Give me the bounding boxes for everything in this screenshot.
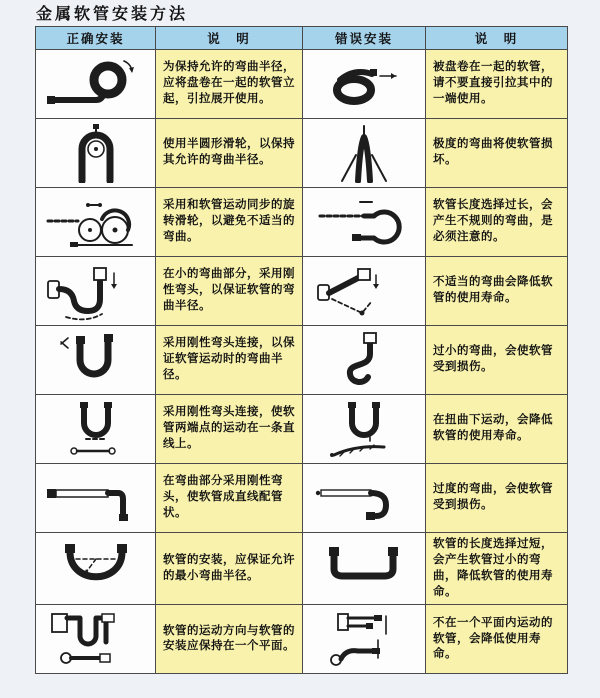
wrong-description-cell	[426, 326, 568, 395]
hose-too-short-flat-u-icon	[308, 539, 420, 599]
coiled-hose-pulled-flat-icon	[308, 54, 420, 114]
wrong-image-cell	[303, 605, 426, 674]
synchronized-rotating-pulleys-icon	[40, 192, 152, 252]
table-row	[36, 119, 568, 188]
wrong-image-cell	[303, 533, 426, 605]
table-row	[36, 464, 568, 533]
table-row	[36, 605, 568, 674]
wrong-image-cell	[303, 395, 426, 464]
wrong-image-cell	[303, 188, 426, 257]
table-row	[36, 50, 568, 119]
description-text: 采用刚性弯头连接，以保证软管运动时的弯曲半径。	[163, 337, 295, 381]
description-text: 极度的弯曲将使软管损坏。	[433, 138, 553, 166]
table-row	[36, 533, 568, 605]
wrong-description-cell	[426, 395, 568, 464]
wrong-description-cell	[426, 50, 568, 119]
header-wrong-install: 错误安装	[303, 27, 426, 50]
wrong-image-cell	[303, 50, 426, 119]
improper-sharp-angle-icon	[308, 261, 420, 321]
description-text: 软管的长度选择过短，会产生软管过小的弯曲，降低软管的使用寿命。	[433, 538, 553, 598]
description-text: 软管的运动方向与软管的安装应保持在一个平面。	[163, 624, 295, 653]
description-text: 为保持允许的弯曲半径，应将盘卷在一起的软管立起，引拉展开使用。	[163, 61, 295, 105]
table-header-row	[36, 27, 568, 50]
description-text: 不在一个平面内运动的软管，会降低使用寿命。	[433, 616, 553, 661]
header-description-2: 说 明	[426, 27, 568, 50]
wrong-description-cell	[426, 119, 568, 188]
description-text: 过度的弯曲，会使软管受到损伤。	[433, 483, 553, 511]
u-moving-twisted-icon	[308, 399, 420, 459]
movement-in-same-plane-trap-icon	[40, 608, 152, 670]
wrong-description-cell	[426, 533, 568, 605]
correct-image-cell	[36, 464, 156, 533]
wrong-image-cell	[303, 464, 426, 533]
correct-image-cell	[36, 188, 156, 257]
description-text: 采用和软管运动同步的旋转滑轮，以避免不适当的弯曲。	[163, 199, 295, 243]
over-bent-end-icon	[308, 468, 420, 528]
table-row	[36, 326, 568, 395]
description-text: 软管的安装，应保证允许的最小弯曲半径。	[163, 553, 295, 582]
correct-image-cell	[36, 257, 156, 326]
hose-too-long-loop-icon	[308, 192, 420, 252]
description-text: 采用刚性弯头连接，使软管两端点的运动在一条直线上。	[163, 406, 295, 450]
correct-description-cell	[156, 605, 303, 674]
wrong-image-cell	[303, 326, 426, 395]
description-text: 不适当的弯曲会降低软管的使用寿命。	[433, 276, 553, 304]
correct-description-cell	[156, 257, 303, 326]
description-text: 被盘卷在一起的软管，请不要直接引拉其中的一端使用。	[433, 61, 553, 105]
minimum-bend-radius-u-icon	[40, 539, 152, 599]
correct-description-cell	[156, 50, 303, 119]
u-ends-moving-inline-icon	[40, 399, 152, 459]
hose-over-semicircular-pulley-icon	[40, 123, 152, 183]
correct-description-cell	[156, 119, 303, 188]
correct-image-cell	[36, 533, 156, 605]
table-row	[36, 395, 568, 464]
page-title: 金属软管安装方法	[36, 4, 189, 23]
correct-description-cell	[156, 188, 303, 257]
correct-image-cell	[36, 326, 156, 395]
header-correct-install: 正确安装	[36, 27, 156, 50]
wrong-description-cell	[426, 464, 568, 533]
correct-description-cell	[156, 395, 303, 464]
out-of-plane-movement-icon	[308, 608, 420, 670]
wrong-image-cell	[303, 257, 426, 326]
rigid-elbow-small-bend-icon	[40, 261, 152, 321]
description-text: 在弯曲部分采用刚性弯头，使软管成直线配管状。	[163, 475, 283, 519]
installation-methods-table	[35, 26, 568, 674]
hose-extreme-sharp-bend-icon	[308, 123, 420, 183]
correct-description-cell	[156, 464, 303, 533]
too-small-bend-hook-icon	[308, 330, 420, 390]
coiled-hose-upright-icon	[40, 54, 152, 114]
description-text: 在扭曲下运动，会降低软管的使用寿命。	[433, 414, 553, 442]
description-text: 使用半圆形滑轮，以保持其允许的弯曲半径。	[163, 138, 295, 166]
wrong-description-cell	[426, 257, 568, 326]
header-description-1: 说 明	[156, 27, 303, 50]
wrong-image-cell	[303, 119, 426, 188]
correct-description-cell	[156, 533, 303, 605]
straight-run-rigid-elbow-icon	[40, 468, 152, 528]
correct-description-cell	[156, 326, 303, 395]
correct-image-cell	[36, 395, 156, 464]
table-row	[36, 188, 568, 257]
rigid-elbow-u-loop-icon	[40, 330, 152, 390]
wrong-description-cell	[426, 188, 568, 257]
description-text: 软管长度选择过长，会产生不规则的弯曲，是必须注意的。	[433, 199, 553, 243]
correct-image-cell	[36, 605, 156, 674]
correct-image-cell	[36, 50, 156, 119]
correct-image-cell	[36, 119, 156, 188]
table-row	[36, 257, 568, 326]
description-text: 过小的弯曲，会使软管受到损伤。	[433, 345, 553, 373]
description-text: 在小的弯曲部分，采用刚性弯头，以保证软管的弯曲半径。	[163, 268, 295, 312]
wrong-description-cell	[426, 605, 568, 674]
